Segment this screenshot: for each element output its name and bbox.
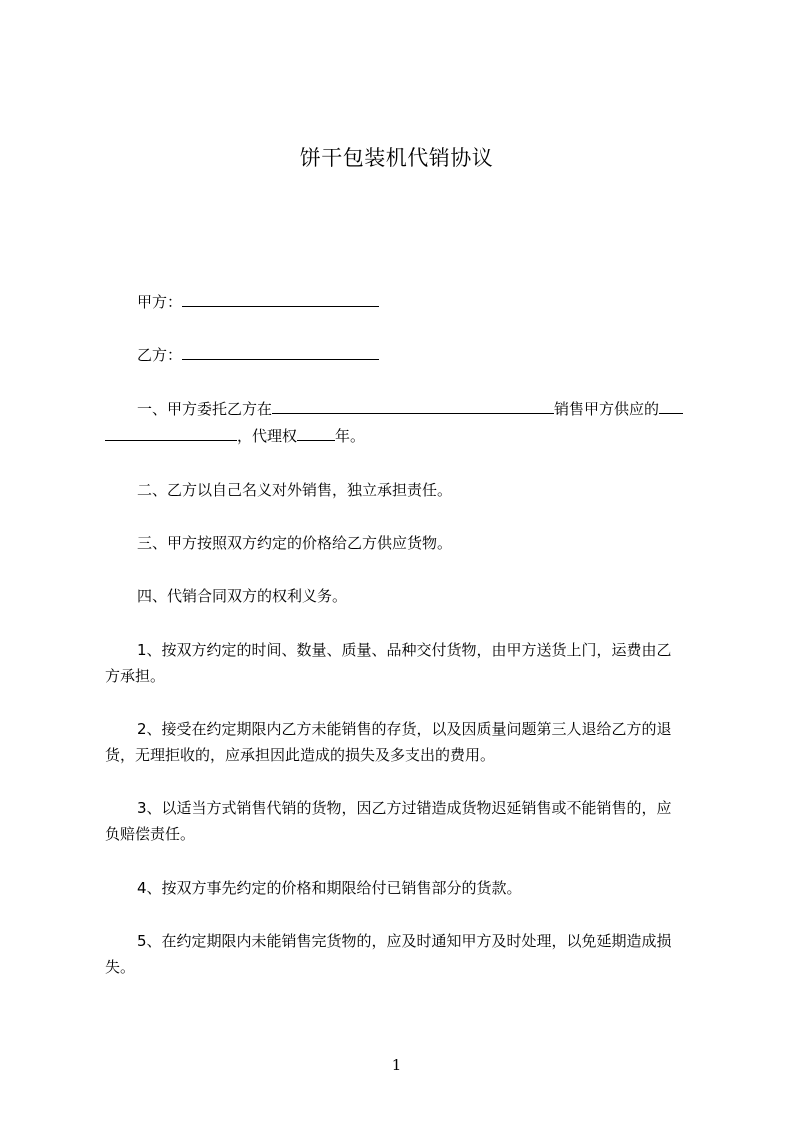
item-5-line-2: 失。 — [105, 958, 136, 976]
party-b-line — [137, 345, 379, 365]
item-1-line-2: 方承担。 — [105, 667, 166, 685]
item-2-line-2: 货，无理拒收的，应承担因此造成的损失及多支出的费用。 — [105, 746, 496, 764]
document-title: 饼干包装机代销协议 — [299, 146, 494, 170]
clause-1-line-2 — [105, 426, 365, 446]
clause-1-location-blank — [272, 399, 554, 414]
clause-3: 三、甲方按照双方约定的价格给乙方供应货物。 — [137, 534, 453, 552]
item-1-line-1: 1、按双方约定的时间、数量、质量、品种交付货物，由甲方送货上门，运费由乙 — [137, 641, 672, 659]
item-5-line-1: 5、在约定期限内未能销售完货物的，应及时通知甲方及时处理，以免延期造成损 — [137, 932, 672, 950]
item-2-line-1: 2、接受在约定期限内乙方未能销售的存货，以及因质量问题第三人退给乙方的退 — [137, 720, 672, 738]
clause-1-text-c: ，代理权 — [237, 427, 298, 445]
clause-1-term-blank — [297, 426, 335, 441]
item-4: 4、按双方事先约定的价格和期限给付已销售部分的货款。 — [137, 879, 522, 897]
party-a-label: 甲方： — [137, 293, 183, 311]
party-a-line — [137, 292, 379, 312]
clause-1-text-b: 销售甲方供应的 — [554, 400, 660, 418]
clause-1-text-d: 年。 — [335, 427, 366, 445]
party-b-label: 乙方： — [137, 346, 183, 364]
page-number: 1 — [391, 1056, 402, 1074]
clause-2: 二、乙方以自己名义对外销售，独立承担责任。 — [137, 481, 453, 499]
clause-4: 四、代销合同双方的权利义务。 — [137, 587, 348, 605]
clause-1-text-a: 一、甲方委托乙方在 — [137, 400, 273, 418]
clause-1-goods-blank-start — [659, 399, 683, 414]
clause-1-line-1 — [137, 399, 683, 419]
party-b-blank — [182, 345, 379, 360]
party-a-blank — [182, 292, 379, 307]
clause-1-goods-blank-end — [105, 426, 237, 441]
item-3-line-2: 负赔偿责任。 — [105, 825, 196, 843]
item-3-line-1: 3、以适当方式销售代销的货物，因乙方过错造成货物迟延销售或不能销售的，应 — [137, 799, 672, 817]
